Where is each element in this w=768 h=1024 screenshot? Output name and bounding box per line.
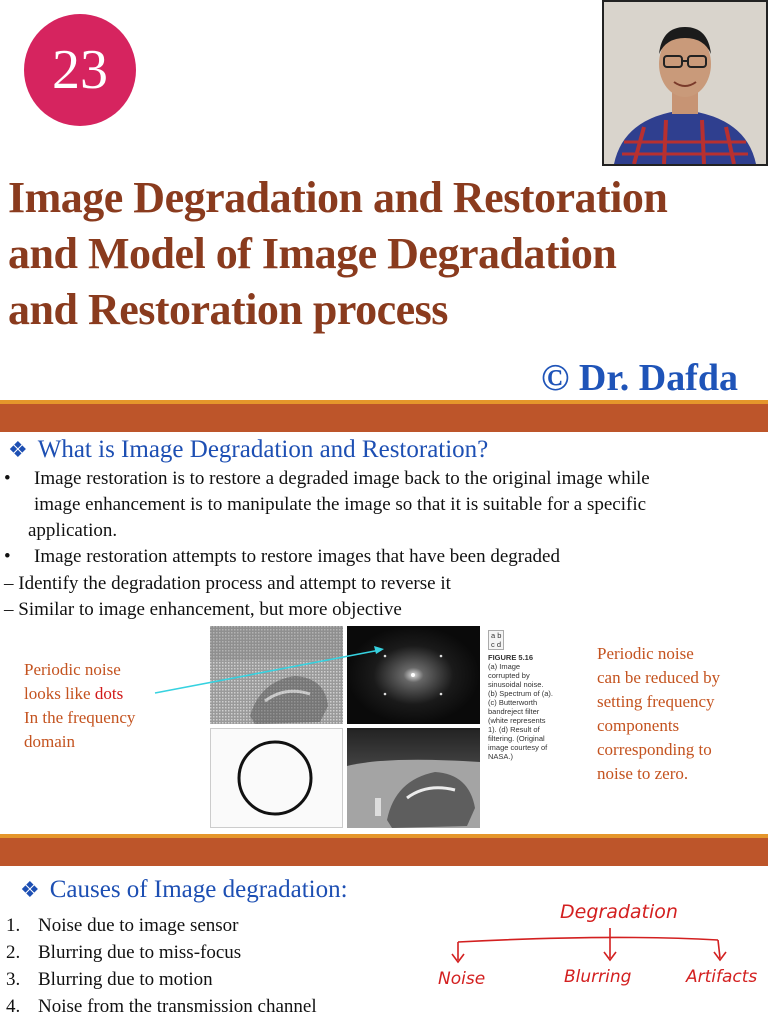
noisy-moon-image bbox=[210, 626, 343, 724]
section-divider-band bbox=[0, 834, 768, 866]
note-prefix: looks like bbox=[24, 684, 95, 703]
figure-panel-d bbox=[347, 728, 480, 828]
section-heading bbox=[8, 436, 488, 464]
caption-line: sinusoidal noise. bbox=[488, 680, 544, 689]
note-line: corresponding to bbox=[597, 740, 712, 759]
caption-line: image courtesy of bbox=[488, 743, 548, 752]
list-number: 3. bbox=[6, 969, 21, 990]
list-text: Noise due to image sensor bbox=[38, 915, 239, 936]
list-number: 2. bbox=[6, 942, 21, 963]
dash-item: – Identify the degradation process and attempt to reverse it bbox=[4, 573, 451, 594]
caption-line: (c) Butterworth bbox=[488, 698, 538, 707]
list-item bbox=[6, 967, 317, 994]
caption-line: NASA.) bbox=[488, 752, 514, 761]
caption-line: 1). (d) Result of bbox=[488, 725, 540, 734]
caption-line: filtering. (Original bbox=[488, 734, 545, 743]
causes-list bbox=[6, 913, 317, 1021]
diagram-child-label: Noise bbox=[438, 969, 486, 989]
slide-number-badge bbox=[24, 14, 136, 126]
bullet-item bbox=[0, 466, 768, 544]
list-number: 1. bbox=[6, 915, 21, 936]
list-text: Blurring due to miss-focus bbox=[38, 942, 242, 963]
note-line: setting frequency bbox=[597, 692, 715, 711]
list-item bbox=[6, 913, 317, 940]
list-item bbox=[6, 994, 317, 1021]
note-line: Periodic noise bbox=[24, 660, 121, 679]
list-number: 4. bbox=[6, 996, 21, 1017]
bullet-line: Image restoration is to restore a degraded image back to the original image while bbox=[34, 468, 650, 489]
note-line: noise to zero. bbox=[597, 764, 689, 783]
caption-line: (a) Image bbox=[488, 662, 521, 671]
author-credit: © Dr. Dafda bbox=[541, 357, 738, 399]
title-line: and Model of Image Degradation bbox=[8, 229, 617, 278]
diagram-child-label: Artifacts bbox=[686, 967, 758, 987]
title-line: Image Degradation and Restoration bbox=[8, 173, 668, 222]
note-line bbox=[24, 682, 135, 706]
note-line: Periodic noise bbox=[597, 644, 694, 663]
presenter-illustration bbox=[604, 2, 766, 164]
section-heading bbox=[20, 876, 348, 904]
section-heading-text: Causes of Image degradation: bbox=[49, 876, 348, 903]
caption-line: (b) Spectrum of (a). bbox=[488, 689, 554, 698]
bullet-marker: • bbox=[4, 546, 11, 567]
section-divider-band bbox=[0, 400, 768, 432]
bullet-line: application. bbox=[28, 520, 118, 541]
spectrum-image bbox=[347, 626, 480, 724]
title-line: and Restoration process bbox=[8, 285, 448, 334]
degradation-tree-diagram bbox=[420, 890, 768, 1024]
figure-panel-b bbox=[347, 626, 480, 724]
figure-caption bbox=[488, 630, 553, 761]
bullet-line: Image restoration attempts to restore images that have been degraded bbox=[34, 546, 560, 567]
note-line: In the frequency bbox=[24, 708, 136, 727]
panel-label: a b bbox=[491, 631, 502, 640]
bullet-line: image enhancement is to manipulate the image so that it is suitable for a specific bbox=[34, 494, 647, 515]
section-heading-text: What is Image Degradation and Restoration? bbox=[37, 436, 489, 463]
note-line: components bbox=[597, 716, 680, 735]
caption-title: FIGURE 5.16 bbox=[488, 653, 534, 662]
right-note bbox=[597, 642, 720, 786]
slide-title bbox=[8, 170, 758, 338]
presenter-photo bbox=[602, 0, 768, 166]
panel-label: c d bbox=[491, 640, 502, 649]
bullet-marker: • bbox=[4, 468, 11, 489]
caption-line: corrupted by bbox=[488, 671, 530, 680]
list-text: Blurring due to motion bbox=[38, 969, 213, 990]
section1-body bbox=[0, 466, 768, 623]
dash-item: – Similar to image enhancement, but more objective bbox=[4, 599, 402, 620]
diagram-child-label: Blurring bbox=[564, 967, 632, 987]
note-line: can be reduced by bbox=[597, 668, 721, 687]
left-note bbox=[24, 658, 135, 754]
bullet-item bbox=[0, 544, 768, 571]
note-line: domain bbox=[24, 732, 75, 751]
list-item bbox=[6, 940, 317, 967]
list-text: Noise from the transmission channel bbox=[38, 996, 317, 1017]
figure-panel-c bbox=[210, 728, 343, 828]
figure-panel-a bbox=[210, 626, 343, 724]
note-highlight: dots bbox=[94, 684, 124, 703]
diagram-root-label: Degradation bbox=[560, 901, 678, 923]
diamond-bullet-icon: ❖ bbox=[20, 877, 40, 902]
diamond-bullet-icon: ❖ bbox=[8, 437, 28, 462]
bandreject-filter-image bbox=[211, 729, 342, 827]
caption-line: bandreject filter bbox=[488, 707, 540, 716]
panel-label-box bbox=[488, 630, 504, 650]
restored-moon-image bbox=[347, 728, 480, 828]
slide-number: 23 bbox=[52, 39, 108, 101]
caption-line: (white represents bbox=[488, 716, 546, 725]
